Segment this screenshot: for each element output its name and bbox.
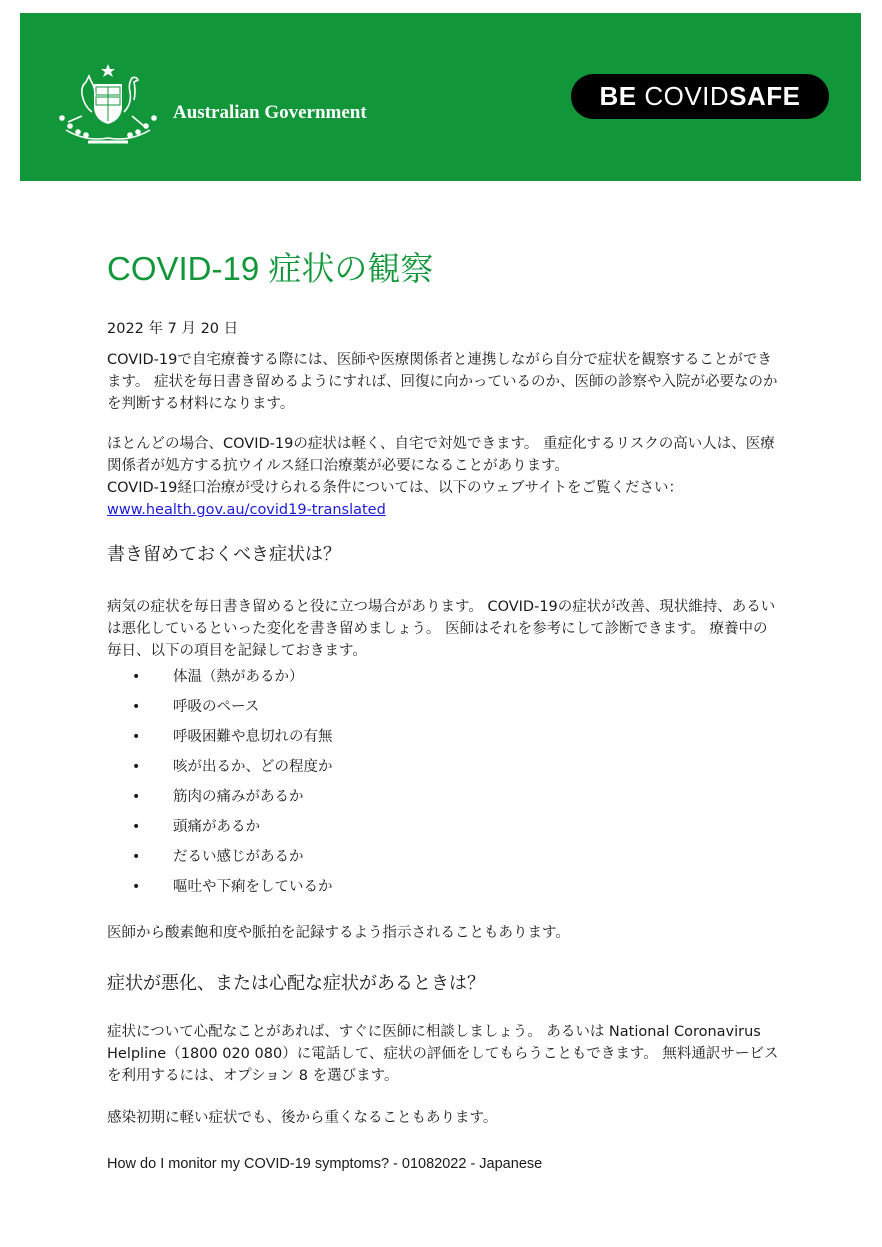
coat-of-arms-icon <box>52 60 164 150</box>
helpline-paragraph: 症状について心配なことがあれば、すぐに医師に相談しましょう。 あるいは National Coronavirus Helpline（1800 020 080）に電話して、症状の評価をしてもらうこともできます。 無料通訳サービスを利用するには、オプション 8 を選びます。 <box>107 1024 779 1084</box>
list-item: • 嘔吐や下痢をしているか <box>132 876 632 906</box>
treatment-text: COVID-19経口治療が受けられる条件については、以下のウェブサイトをご覧ください： <box>107 480 683 496</box>
list-item: • 呼吸困難や息切れの有無 <box>132 726 632 756</box>
section-heading-symptoms: 書き留めておくべき症状は？ <box>107 544 341 565</box>
be-covidsafe-badge <box>571 74 829 119</box>
badge-part-covid: COVID <box>644 81 730 111</box>
badge-part-be: BE <box>599 81 645 111</box>
list-item: • 呼吸のペース <box>132 696 632 726</box>
list-item: • だるい感じがあるか <box>132 846 632 876</box>
government-name: Australian Government <box>173 102 367 123</box>
list-item: • 体温（熱があるか） <box>132 666 632 696</box>
list-item: • 筋肉の痛みがあるか <box>132 786 632 816</box>
badge-part-safe: SAFE <box>729 81 801 111</box>
symptoms-paragraph: 病気の症状を毎日書き留めると役に立つ場合があります。 COVID-19の症状が改善、現状維持、あるいは悪化しているといった変化を書き留めましょう。 医師はそれを参考にして診断できます。 療養中の毎日、以下の項目を記録しておきます。 <box>107 599 776 659</box>
page-title: COVID-19 症状の観察 <box>107 250 434 287</box>
document-footer: How do I monitor my COVID-19 symptoms? - 01082022 - Japanese <box>107 1156 543 1172</box>
early-infection-note: 感染初期に軽い症状でも、後から重くなることもあります。 <box>107 1110 498 1126</box>
translated-resources-link[interactable]: www.health.gov.au/covid19-translated <box>107 502 386 518</box>
oxygen-pulse-note: 医師から酸素飽和度や脈拍を記録するよう指示されることもあります。 <box>107 925 570 941</box>
list-item: • 頭痛があるか <box>132 816 632 846</box>
intro-paragraph: COVID-19で自宅療養する際には、医師や医療関係者と連携しながら自分で症状を観察することができます。 症状を毎日書き留めるようにすれば、回復に向かっているのか、医師の診察や入院が必要なのかを判断する材料になります。 <box>107 352 778 412</box>
list-item: • 咳が出るか、どの程度か <box>132 756 632 786</box>
treatment-paragraph <box>107 477 779 521</box>
symptom-list <box>132 666 632 906</box>
section-heading-worsening: 症状が悪化、または心配な症状があるときは？ <box>107 973 485 994</box>
mild-symptoms-paragraph: ほとんどの場合、COVID-19の症状は軽く、自宅で対処できます。 重症化するリスクの高い人は、医療関係者が処方する抗ウイルス経口治療薬が必要になることがあります。 <box>107 436 775 474</box>
header-banner <box>20 13 861 181</box>
document-date: 2022 年 7 月 20 日 <box>107 321 239 337</box>
